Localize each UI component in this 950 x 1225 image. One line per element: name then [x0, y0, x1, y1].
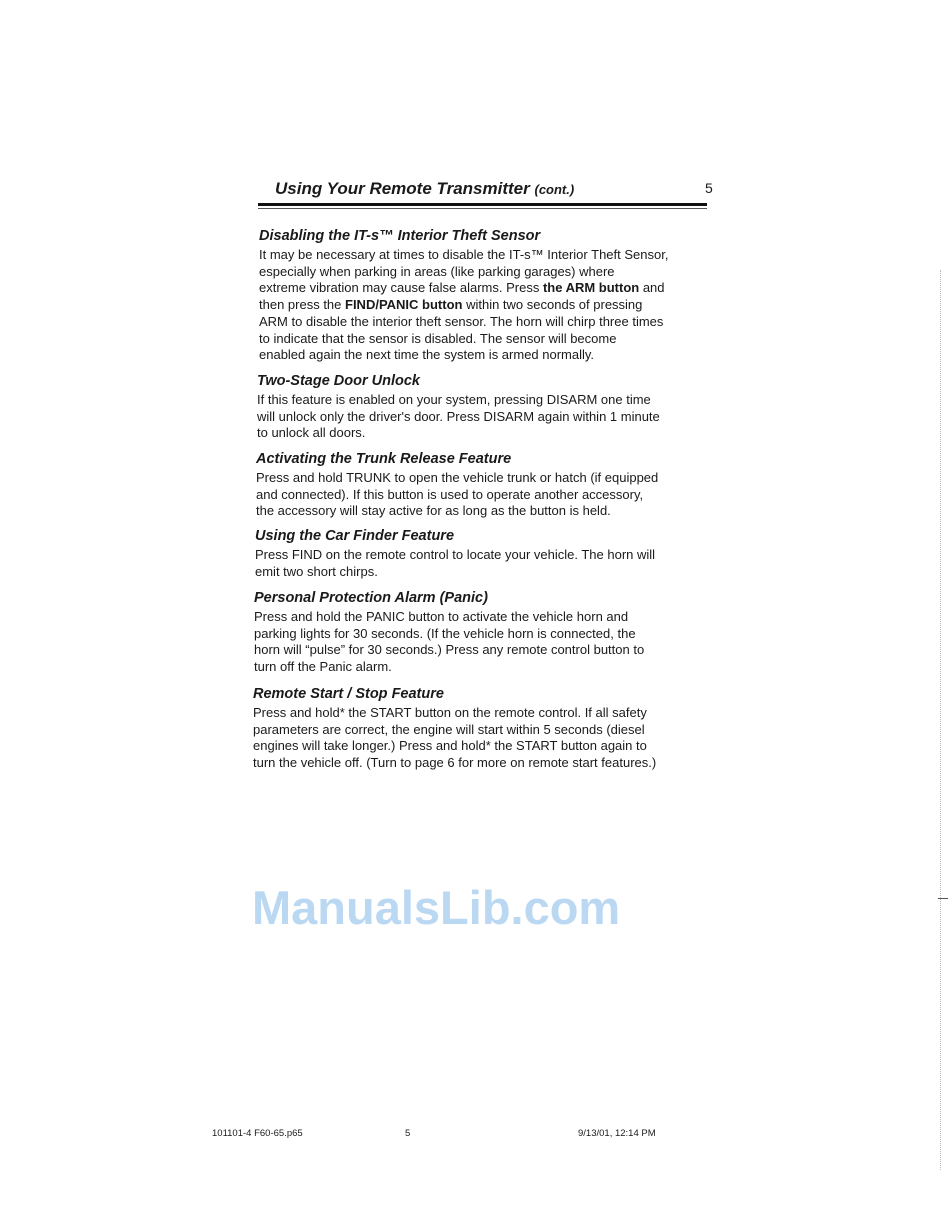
- text: Press and hold the PANIC button to activate the vehicle horn and: [254, 609, 629, 624]
- text: ARM to disable the interior theft sensor. The horn will chirp three times: [259, 313, 664, 329]
- section-heading: Disabling the IT-s™ Interior Theft Sensor: [259, 228, 541, 244]
- section-heading: Using the Car Finder Feature: [255, 528, 455, 544]
- text-line: [254, 609, 724, 626]
- text-line: [253, 705, 723, 722]
- text-line: [256, 487, 726, 504]
- section-body: [259, 247, 729, 364]
- text-line: [253, 738, 723, 755]
- text-line: [259, 297, 729, 314]
- text-line: [254, 659, 724, 676]
- text: within two seconds of pressing: [462, 297, 643, 313]
- section-panic-alarm: [254, 589, 724, 676]
- text-line: [254, 626, 724, 643]
- header-title-suffix: (cont.): [534, 182, 575, 197]
- text: extreme vibration may cause false alarms. Press: [259, 280, 543, 296]
- text-line: [259, 314, 729, 331]
- bold-text: FIND/PANIC button: [345, 297, 463, 313]
- text: Press FIND on the remote control to locate your vehicle. The horn will: [255, 547, 656, 562]
- text: will unlock only the driver's door. Press DISARM again within 1 minute: [257, 408, 660, 424]
- text: turn the vehicle off. (Turn to page 6 for more on remote start features.): [253, 755, 657, 771]
- text: then press the: [259, 297, 345, 313]
- section-body: [254, 609, 724, 676]
- footer-file: 101101-4 F60-65.p65: [212, 1128, 303, 1139]
- section-body: [253, 705, 723, 772]
- section-body: [255, 547, 725, 580]
- section-remote-start: [253, 685, 723, 772]
- text: and connected). If this button is used to operate another accessory,: [256, 486, 644, 502]
- text: the accessory will stay active for as long as the button is held.: [256, 503, 611, 519]
- header-title-text: Using Your Remote Transmitter: [275, 179, 530, 198]
- section-heading: Two-Stage Door Unlock: [257, 373, 420, 389]
- page-number: 5: [705, 180, 713, 196]
- section-heading: Personal Protection Alarm (Panic): [254, 590, 488, 606]
- text: Press and hold TRUNK to open the vehicle trunk or hatch (if equipped: [256, 470, 659, 485]
- text-line: [259, 264, 729, 281]
- text-line: [255, 564, 725, 581]
- text: emit two short chirps.: [255, 563, 378, 579]
- text-line: [259, 347, 729, 364]
- section-two-stage-unlock: [257, 372, 727, 442]
- text: Press and hold* the START button on the remote control. If all safety: [253, 705, 647, 720]
- page-header-title: [275, 179, 574, 199]
- text-line: [256, 503, 726, 520]
- section-body: [257, 392, 727, 442]
- text-line: [253, 755, 723, 772]
- footer-timestamp: 9/13/01, 12:14 PM: [578, 1128, 656, 1139]
- section-disable-sensor: [259, 227, 729, 364]
- text-line: [259, 247, 729, 264]
- section-trunk-release: [256, 450, 726, 520]
- text-line: [257, 409, 727, 426]
- watermark: ManualsLib.com: [252, 881, 621, 934]
- text-line: [254, 642, 724, 659]
- text-line: [257, 425, 727, 442]
- text: engines will take longer.) Press and hold* the START button again to: [253, 738, 647, 754]
- footer-page: 5: [405, 1128, 411, 1139]
- section-body: [256, 470, 726, 520]
- bold-text: the ARM button: [542, 280, 640, 296]
- text: parameters are correct, the engine will start within 5 seconds (diesel: [253, 721, 645, 737]
- text-line: [256, 470, 726, 487]
- text: turn off the Panic alarm.: [254, 659, 392, 675]
- text: enabled again the next time the system is armed normally.: [259, 347, 595, 363]
- text-line: [257, 392, 727, 409]
- text-line: [259, 331, 729, 348]
- header-rule: [258, 203, 707, 206]
- text: and: [639, 280, 665, 296]
- scan-mark: [938, 898, 948, 899]
- text: If this feature is enabled on your system, pressing DISARM one time: [257, 392, 651, 407]
- header-rule-thin: [258, 208, 707, 209]
- text: It may be necessary at times to disable the IT-s™ Interior Theft Sensor,: [259, 247, 669, 262]
- section-heading: Remote Start / Stop Feature: [253, 686, 444, 702]
- text: to indicate that the sensor is disabled. The sensor will become: [259, 330, 617, 346]
- text: parking lights for 30 seconds. (If the vehicle horn is connected, the: [254, 625, 636, 641]
- section-car-finder: [255, 527, 725, 580]
- text: horn will “pulse” for 30 seconds.) Press any remote control button to: [254, 642, 645, 658]
- text-line: [255, 547, 725, 564]
- text: especially when parking in areas (like parking garages) where: [259, 263, 615, 279]
- section-heading: Activating the Trunk Release Feature: [256, 451, 512, 467]
- text: to unlock all doors.: [257, 425, 366, 441]
- text-line: [253, 722, 723, 739]
- scan-edge: [940, 270, 942, 1170]
- text-line: [259, 280, 729, 297]
